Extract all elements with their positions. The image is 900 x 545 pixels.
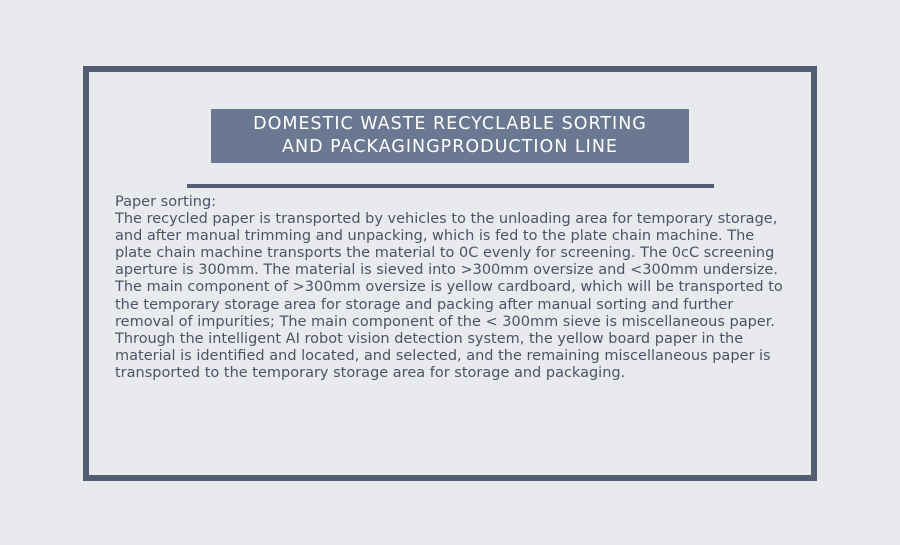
section-heading: Paper sorting: (115, 194, 217, 210)
title-divider (187, 184, 714, 188)
title-banner (211, 109, 689, 163)
section-paragraph: The recycled paper is transported by vehicles to the unloading area for temporary storage, and after manual trimming and unpacking, which is fed to the plate chain machine. The plate chain machine transports the material to 0C evenly for screening. The 0cC screening aperture is 300mm. The material is sieved into >300mm oversize and <300mm undersize. The main component of >300mm oversize is yellow cardboard, which will be transported to the temporary storage area for storage and packing after manual sorting and further removal of impurities; The main component of the < 300mm sieve is miscellaneous paper. Through the intelligent AI robot vision detection system, the yellow board paper in the material is identified and located, and selected, and the remaining miscellaneous paper is transported to the temporary storage area for storage and packaging. (115, 211, 783, 381)
document-frame (83, 66, 817, 481)
document-title: DOMESTIC WASTE RECYCLABLE SORTING AND PACKAGINGPRODUCTION LINE (253, 114, 647, 157)
document-body (115, 194, 795, 382)
